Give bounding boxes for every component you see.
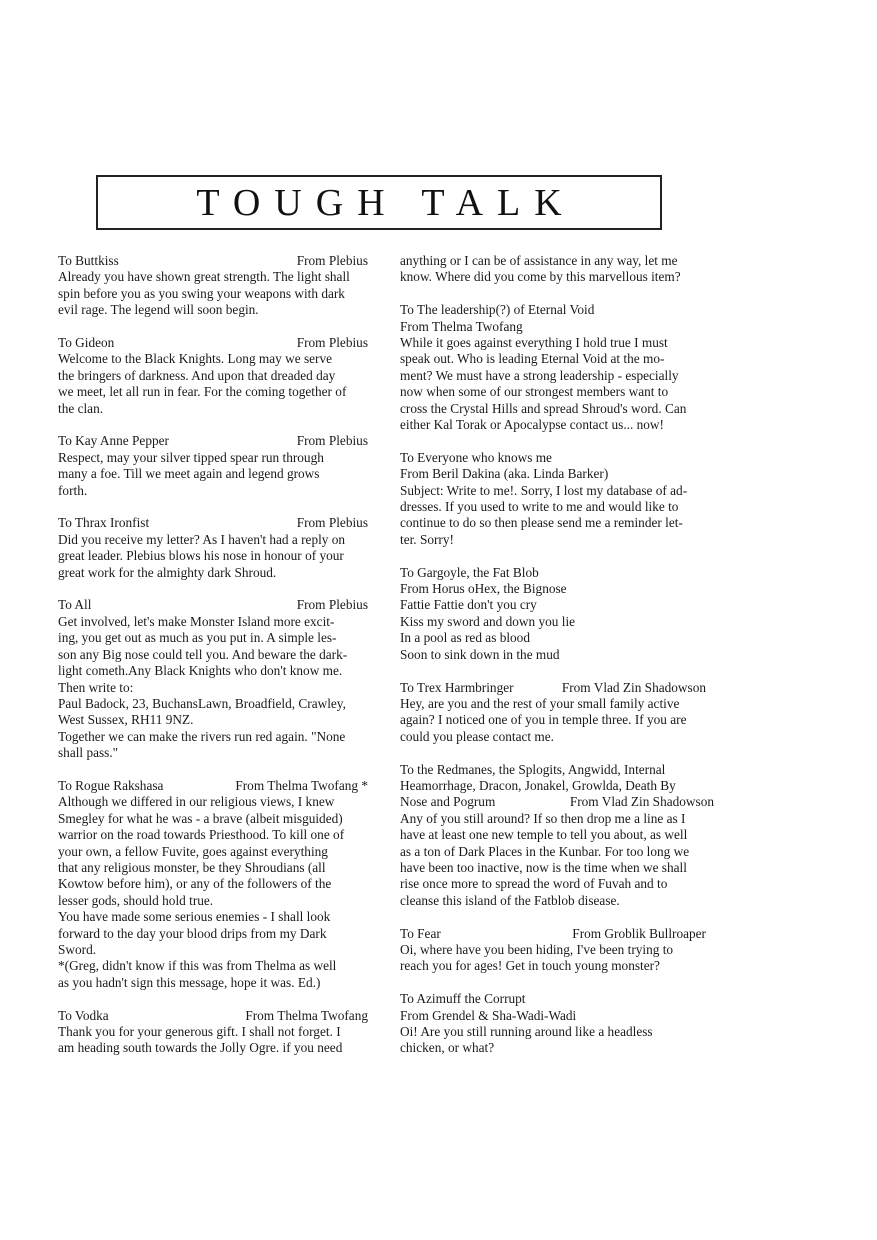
message-line: evil rage. The legend will soon begin. (58, 302, 259, 318)
message-line: have at least one new temple to tell you about, as well (400, 827, 688, 843)
message-line: great work for the almighty dark Shroud. (58, 564, 277, 580)
message-sender: From Vlad Zin Shadowson (569, 794, 714, 810)
message-line: Sword. (58, 941, 97, 957)
message-recipient: To Buttkiss (58, 253, 119, 268)
message-line: From Grendel & Sha-Wadi-Wadi (400, 1007, 577, 1023)
message-line: West Sussex, RH11 9NZ. (58, 712, 194, 728)
message-line: warrior on the road towards Priesthood. To kill one of (58, 827, 345, 843)
message (58, 778, 376, 991)
message (58, 1008, 376, 1057)
message-recipient: To Vodka (58, 1007, 109, 1023)
message-line: ing, you get out as much as you put in. A simple les- (58, 630, 337, 646)
message-recipient: To Kay Anne Pepper (58, 433, 169, 449)
message (400, 253, 714, 286)
message-line: anything or I can be of assistance in any way, let me (400, 253, 678, 268)
message (58, 597, 376, 761)
message-line: To Everyone who knows me (400, 449, 552, 465)
message-line: rise once more to spread the word of Fuvah and to (400, 876, 668, 892)
message-line: the clan. (58, 400, 104, 416)
message-line: great leader. Plebius blows his nose in honour of your (58, 548, 344, 564)
message-line: the bringers of darkness. And upon that dreaded day (58, 367, 336, 383)
message-line: forward to the day your blood drips from my Dark (58, 925, 327, 941)
message-line: am heading south towards the Jolly Ogre. if you need (58, 1040, 343, 1056)
message-line: Any of you still around? If so then drop me a line as I (400, 810, 686, 826)
message-line: Although we differed in our religious views, I knew (58, 794, 335, 810)
message-line: To the Redmanes, the Splogits, Angwidd, Internal (400, 761, 666, 777)
message-line: Kiss my sword and down you lie (400, 613, 576, 629)
message-line: Then write to: (58, 679, 134, 695)
title-box (96, 175, 662, 230)
message-line: speak out. Who is leading Eternal Void at the mo- (400, 351, 665, 367)
message-line: To The leadership(?) of Eternal Void (400, 302, 595, 318)
message-line: we meet, let all run in fear. For the coming together of (58, 384, 347, 400)
message (400, 450, 714, 548)
message-line: that any religious monster, be they Shroudians (all (58, 859, 326, 875)
message-line: ment? We must have a strong leadership - especially (400, 367, 679, 383)
message-line: dresses. If you used to write to me and would like to (400, 499, 679, 515)
message-line: now when some of our strongest members want to (400, 384, 669, 400)
message-line: To Gargoyle, the Fat Blob (400, 564, 539, 580)
message-line: spin before you as you swing your weapons with dark (58, 285, 345, 301)
message-line: your own, a fellow Fuvite, goes against everything (58, 843, 328, 859)
message-recipient: To Thrax Ironfist (58, 515, 150, 531)
message-line: know. Where did you come by this marvellous item? (400, 269, 681, 285)
message-line: light cometh.Any Black Knights who don't know me. (58, 663, 343, 679)
message-header (58, 335, 376, 351)
message (400, 565, 714, 663)
message-line: ter. Sorry! (400, 531, 454, 547)
message-sender: From Groblik Bullroaper (572, 925, 706, 941)
message-line: *(Greg, didn't know if this was from Thelma as well (58, 958, 337, 974)
message-line: Oi, where have you been hiding, I've been trying to (400, 941, 674, 957)
message (58, 433, 376, 499)
message-line: Heamorrhage, Dracon, Jonakel, Growlda, Death By (400, 777, 676, 793)
message-line: Soon to sink down in the mud (400, 646, 560, 662)
left-column (58, 253, 376, 1073)
message-sender: From Vlad Zin Shadowson (561, 679, 706, 695)
message-recipient: To Trex Harmbringer (400, 679, 514, 695)
message-header (58, 253, 376, 269)
message-sender: From Plebius (296, 433, 368, 449)
message-line: You have made some serious enemies - I shall look (58, 909, 331, 925)
message (400, 302, 714, 433)
message-line: While it goes against everything I hold true I must (400, 335, 668, 351)
message-line: Already you have shown great strength. The light shall (58, 269, 350, 285)
message-line: Together we can make the rivers run red again. "None (58, 728, 346, 744)
message (400, 762, 714, 910)
message-line: chicken, or what? (400, 1040, 495, 1056)
message (58, 335, 376, 417)
message-header (58, 597, 376, 613)
message-line: Hey, are you and the rest of your small family active (400, 695, 680, 711)
message-header (400, 794, 714, 810)
message-line: cross the Crystal Hills and spread Shroud's word. Can (400, 400, 687, 416)
message-line: Did you receive my letter? As I haven't had a reply on (58, 531, 346, 547)
message-header (58, 1008, 376, 1024)
message-line: Paul Badock, 23, BuchansLawn, Broadfield, Crawley, (58, 695, 346, 711)
message-line: Fattie Fattie don't you cry (400, 597, 537, 613)
message (58, 253, 376, 319)
message-sender: From Plebius (296, 253, 368, 268)
message-line: Welcome to the Black Knights. Long may we serve (58, 351, 333, 367)
right-column (400, 253, 714, 1073)
message-recipient: To Gideon (58, 335, 115, 351)
page-title: TOUGH TALK (196, 181, 576, 224)
message-header (400, 926, 714, 942)
message-line: could you please contact me. (400, 728, 554, 744)
message-line: forth. (58, 482, 88, 498)
message-line: again? I noticed one of you in temple three. If you are (400, 712, 687, 728)
message-line: as you hadn't sign this message, hope it was. Ed.) (58, 974, 321, 990)
message-recipient: To Fear (400, 925, 441, 941)
message-line: To Azimuff the Corrupt (400, 991, 526, 1007)
message-line: From Beril Dakina (aka. Linda Barker) (400, 466, 609, 482)
message-header (58, 433, 376, 449)
message-line: many a foe. Till we meet again and legend grows (58, 466, 320, 482)
message-line: Smegley for what he was - a brave (albeit misguided) (58, 810, 343, 826)
message-recipient: Nose and Pogrum (400, 794, 496, 810)
message-line: From Thelma Twofang (400, 318, 523, 334)
message-line: have been too inactive, now is the time when we shall (400, 859, 687, 875)
message-line: shall pass." (58, 745, 119, 761)
message-header (58, 515, 376, 531)
message-sender: From Plebius (296, 597, 368, 613)
message-recipient: To All (58, 597, 92, 613)
message-line: Get involved, let's make Monster Island more excit- (58, 613, 335, 629)
message (58, 515, 376, 581)
message (400, 991, 714, 1057)
message-line: lesser gods, should hold true. (58, 892, 214, 908)
message-sender: From Thelma Twofang (245, 1007, 368, 1023)
message-line: son any Big nose could tell you. And beware the dark- (58, 646, 348, 662)
message-sender: From Thelma Twofang * (235, 777, 368, 793)
message-sender: From Plebius (296, 335, 368, 351)
message-line: either Kal Torak or Apocalypse contact us... now! (400, 417, 664, 433)
message-line: as a ton of Dark Places in the Kunbar. For too long we (400, 843, 690, 859)
message (400, 926, 714, 975)
message-line: continue to do so then please send me a reminder let- (400, 515, 683, 531)
message-line: reach you for ages! Get in touch young monster? (400, 958, 660, 974)
message-line: cleanse this island of the Fatblob disease. (400, 892, 620, 908)
message-line: In a pool as red as blood (400, 630, 530, 646)
message-recipient: To Rogue Rakshasa (58, 777, 164, 793)
message-line: Oi! Are you still running around like a headless (400, 1023, 653, 1039)
message-header (58, 778, 376, 794)
message (400, 680, 714, 746)
message-line: Thank you for your generous gift. I shall not forget. I (58, 1024, 341, 1039)
message-line: Kowtow before him), or any of the followers of the (58, 876, 332, 892)
message-line: From Horus oHex, the Bignose (400, 581, 567, 597)
message-line: Subject: Write to me!. Sorry, I lost my database of ad- (400, 482, 688, 498)
message-header (400, 680, 714, 696)
message-line: Respect, may your silver tipped spear run through (58, 449, 324, 465)
message-sender: From Plebius (296, 515, 368, 531)
